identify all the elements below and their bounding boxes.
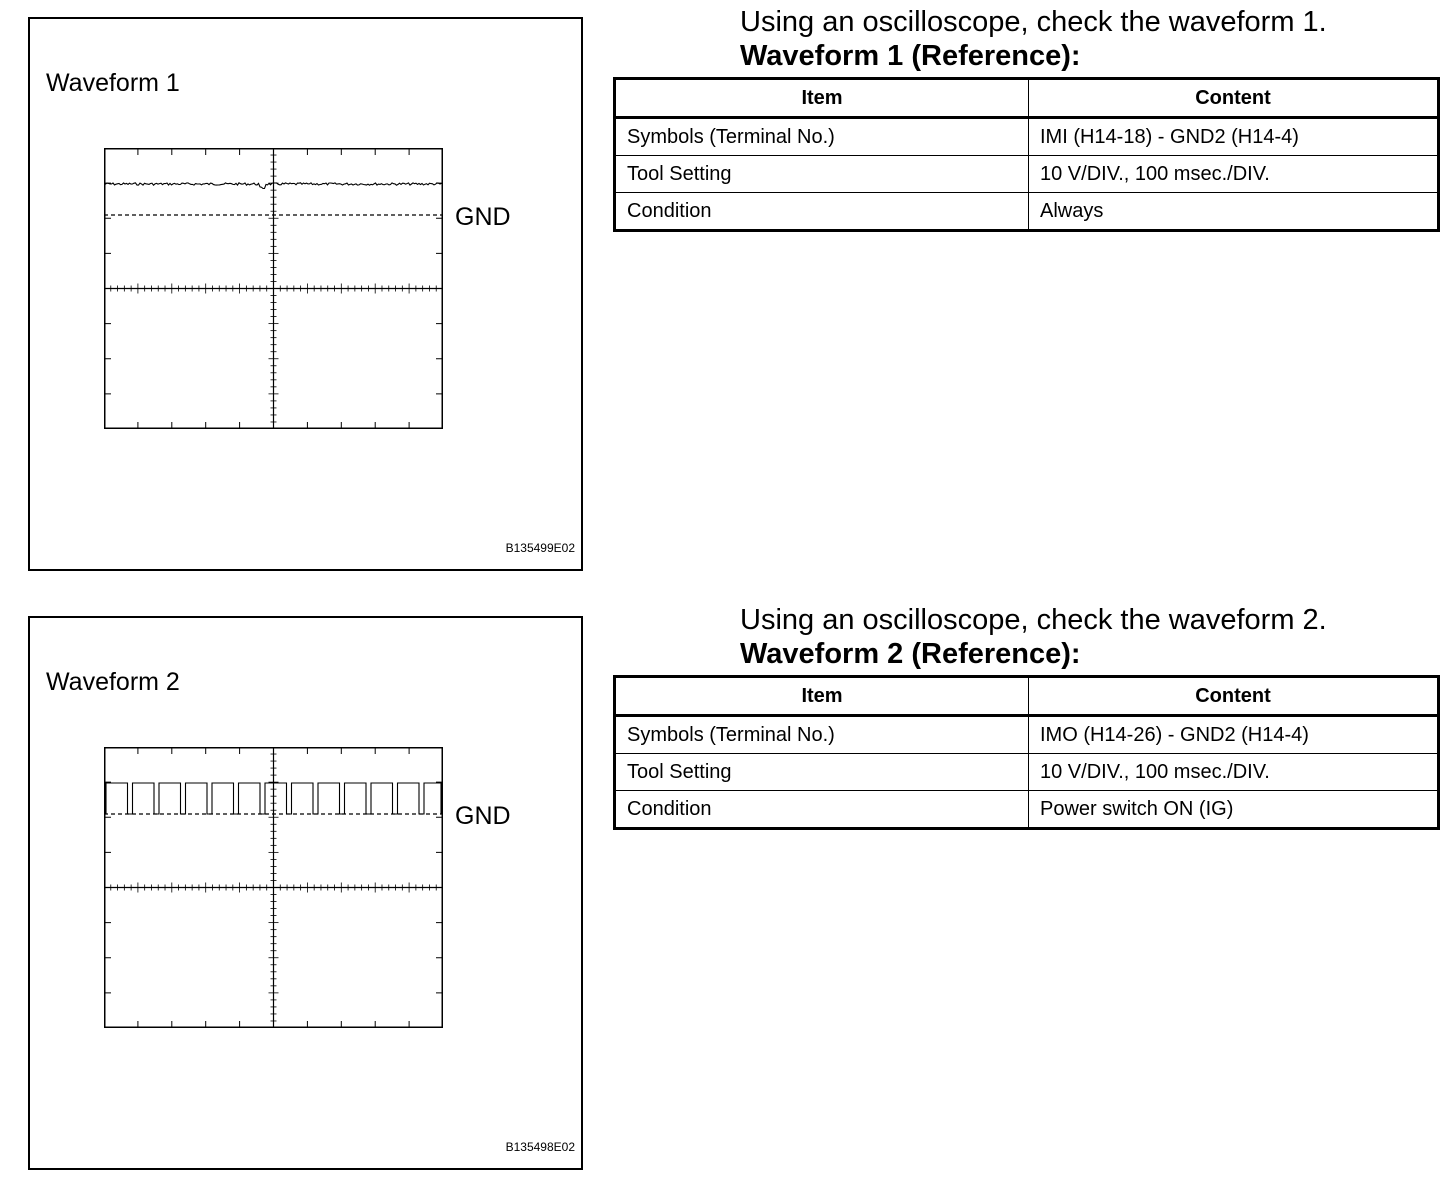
waveform-1-spec-table: [613, 77, 1440, 232]
table-row: [615, 193, 1439, 231]
table-cell-content: Always: [1029, 193, 1439, 231]
table-row: [615, 791, 1439, 829]
waveform-2-title: Waveform 2: [46, 668, 180, 696]
table-cell-content: 10 V/DIV., 100 msec./DIV.: [1029, 754, 1439, 791]
table-row: [615, 716, 1439, 754]
column-header-item: Item: [615, 677, 1029, 716]
table-cell-content: IMI (H14-18) - GND2 (H14-4): [1029, 118, 1439, 156]
waveform-1-oscilloscope-screen: [104, 148, 443, 429]
table-row: [615, 156, 1439, 193]
table-cell-content: IMO (H14-26) - GND2 (H14-4): [1029, 716, 1439, 754]
waveform-2-figure-id: B135498E02: [505, 1140, 575, 1154]
waveform-1-gnd-label: GND: [455, 203, 511, 231]
waveform-2-heading: Waveform 2 (Reference):: [740, 638, 1081, 670]
table-cell-content: 10 V/DIV., 100 msec./DIV.: [1029, 156, 1439, 193]
waveform-1-panel: [28, 17, 583, 571]
waveform-1-instructions: [740, 5, 1327, 73]
column-header-content: Content: [1029, 677, 1439, 716]
table-header-row: [615, 79, 1439, 118]
table-cell-item: Tool Setting: [615, 754, 1029, 791]
waveform-2-instruction-text: Using an oscilloscope, check the waveform 2.: [740, 604, 1327, 636]
column-header-content: Content: [1029, 79, 1439, 118]
table-cell-item: Condition: [615, 791, 1029, 829]
column-header-item: Item: [615, 79, 1029, 118]
waveform-1-heading: Waveform 1 (Reference):: [740, 40, 1081, 72]
table-cell-item: Symbols (Terminal No.): [615, 118, 1029, 156]
waveform-2-gnd-label: GND: [455, 802, 511, 830]
waveform-2-panel: [28, 616, 583, 1170]
waveform-2-oscilloscope-screen: [104, 747, 443, 1028]
table-row: [615, 754, 1439, 791]
table-header-row: [615, 677, 1439, 716]
waveform-1-title: Waveform 1: [46, 69, 180, 97]
table-cell-item: Condition: [615, 193, 1029, 231]
table-cell-item: Symbols (Terminal No.): [615, 716, 1029, 754]
waveform-2-spec-table: [613, 675, 1440, 830]
waveform-1-figure-id: B135499E02: [505, 541, 575, 555]
table-cell-content: Power switch ON (IG): [1029, 791, 1439, 829]
waveform-1-instruction-text: Using an oscilloscope, check the waveform 1.: [740, 6, 1327, 38]
table-row: [615, 118, 1439, 156]
table-cell-item: Tool Setting: [615, 156, 1029, 193]
waveform-2-instructions: [740, 603, 1327, 671]
